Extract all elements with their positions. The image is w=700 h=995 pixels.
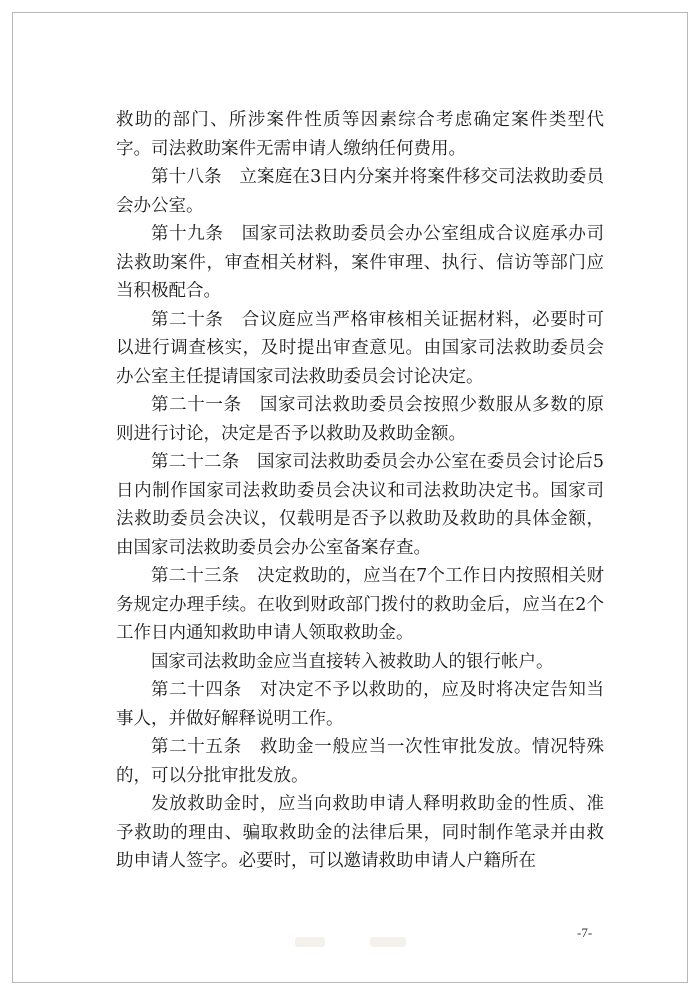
paragraph-disbursement: 发放救助金时，应当向救助申请人释明救助金的性质、准予救助的理由、骗取救助金的法律后果，同时制作笔录并由救助申请人签字。必要时，可以邀请救助申请人户籍所在 [116,794,604,871]
paragraph-article-19: 第十九条 国家司法救助委员会办公室组成合议庭承办司法救助案件，审查相关材料，案件审理、执行、信访等部门应当积极配合。 [116,224,604,301]
paragraph-bank-transfer: 国家司法救助金应当直接转入被救助人的银行帐户。 [151,651,554,672]
paragraph-article-24: 第二十四条 对决定不予以救助的，应及时将决定告知当事人，并做好解释说明工作。 [116,680,604,729]
page-number: -7- [577,925,593,940]
paragraph-article-22: 第二十二条 国家司法救助委员会办公室在委员会讨论后5日内制作国家司法救助委员会决议和司法救助决定书。国家司法救助委员会决议，仅载明是否予以救助及救助的具体金额，由国家司法救助委员会办公室备案存查。 [116,452,604,558]
document-page [12,12,688,983]
document-body [116,106,604,876]
paragraph-continuation: 救助的部门、所涉案件性质等因素综合考虑确定案件类型代字。司法救助案件无需申请人缴纳任何费用。 [116,110,604,159]
paragraph-article-18: 第十八条 立案庭在3日内分案并将案件移交司法救助委员会办公室。 [116,167,604,216]
scan-smudge [295,937,325,947]
paragraph-article-21: 第二十一条 国家司法救助委员会按照少数服从多数的原则进行讨论，决定是否予以救助及救助金额。 [116,395,604,444]
paragraph-article-20: 第二十条 合议庭应当严格审核相关证据材料，必要时可以进行调查核实，及时提出审查意见。由国家司法救助委员会办公室主任提请国家司法救助委员会讨论决定。 [116,309,604,387]
paragraph-article-23: 第二十三条 决定救助的，应当在7个工作日内按照相关财务规定办理手续。在收到财政部门拨付的救助金后，应当在2个工作日内通知救助申请人领取救助金。 [116,566,604,643]
paragraph-article-25: 第二十五条 救助金一般应当一次性审批发放。情况特殊的，可以分批审批发放。 [116,737,604,786]
scan-smudge [370,937,406,947]
